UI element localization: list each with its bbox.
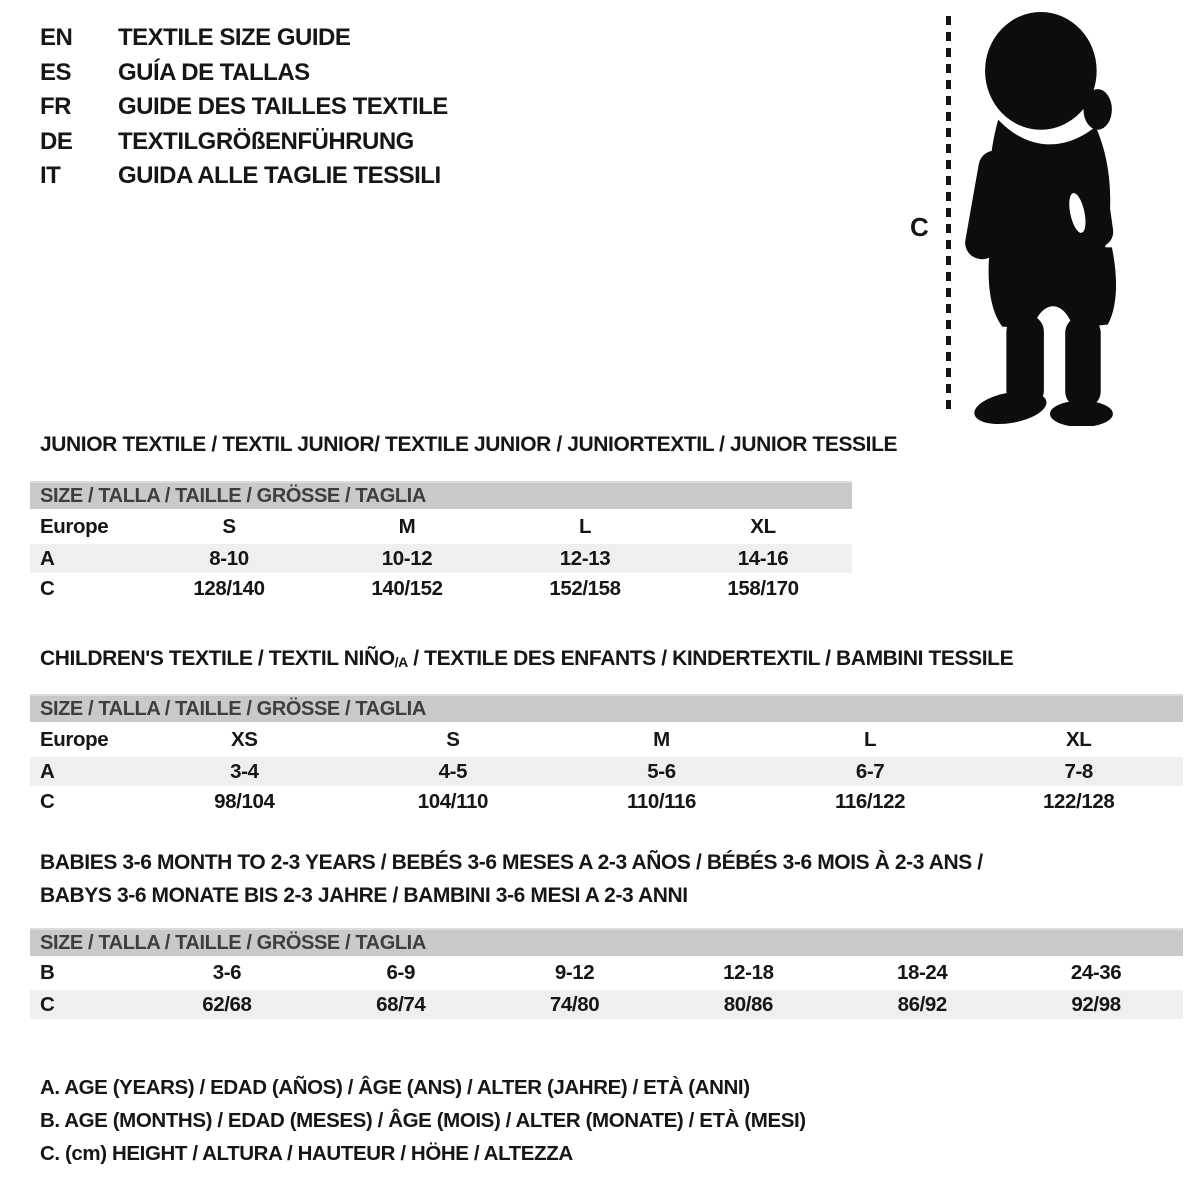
height-measure-dashed-line [946,16,951,416]
section-title-babies [40,847,983,912]
legend-line-c: C. (cm) HEIGHT / ALTURA / HAUTEUR / HÖHE / ALTEZZA [40,1142,573,1165]
language-code: DE [40,127,73,155]
size-cell: S [446,727,460,751]
height-cell: 92/98 [1071,992,1121,1016]
size-cell: XS [231,727,258,751]
age-cell: 12-18 [723,961,774,984]
language-row-es [40,56,448,91]
language-row-de [40,125,448,160]
age-cell: 3-6 [212,961,242,984]
table-row-age-months [30,956,1183,990]
section-title-childrens [40,643,1013,679]
section-title-junior: JUNIOR TEXTILE / TEXTIL JUNIOR/ TEXTILE JUNIOR / JUNIORTEXTIL / JUNIOR TESSILE [40,433,898,456]
size-cell: L [864,727,877,751]
size-header-bar: SIZE / TALLA / TAILLE / GRÖSSE / TAGLIA [30,481,852,509]
table-row-europe [30,509,852,544]
height-cell: 68/74 [376,992,426,1016]
height-cell: 116/122 [834,790,906,813]
junior-size-table [30,481,852,605]
table-row-height [30,786,1183,818]
language-row-en [40,21,448,56]
size-header-bar: SIZE / TALLA / TAILLE / GRÖSSE / TAGLIA [30,928,1183,956]
language-code: EN [40,24,73,51]
language-label: GUIDA ALLE TAGLIE TESSILI [118,162,441,189]
row-label: Europe [40,727,109,751]
age-cell: 4-5 [438,759,468,783]
legend-line-b: B. AGE (MONTHS) / EDAD (MESES) / ÂGE (MOIS) / ALTER (MONATE) / ETÀ (MESI) [40,1109,806,1132]
title-part: / TEXTILE DES ENFANTS / KINDERTEXTIL / BAMBINI TESSILE [407,647,1014,670]
height-cell: 104/110 [417,790,488,813]
table-row-height [30,990,1183,1019]
age-cell: 10-12 [381,546,433,570]
row-label: C [40,790,55,813]
childrens-size-table [30,694,1183,818]
size-cell: S [222,514,236,538]
height-cell: 110/116 [626,790,696,813]
language-row-it [40,159,448,194]
age-cell: 24-36 [1070,961,1122,984]
table-row-age [30,757,1183,786]
height-cell: 158/170 [727,577,799,600]
height-cell: 140/152 [371,577,443,600]
row-label: B [40,961,55,984]
language-label: TEXTILGRÖßENFÜHRUNG [118,127,414,155]
age-cell: 7-8 [1064,759,1093,783]
babies-title-line2: BABYS 3-6 MONATE BIS 2-3 JAHRE / BAMBINI 3-6 MESI A 2-3 ANNI [40,883,688,907]
size-cell: L [578,514,592,538]
age-cell: 5-6 [647,759,676,783]
table-row-europe [30,722,1183,757]
table-row-age [30,544,852,573]
height-cell: 128/140 [193,577,265,600]
height-cell: 152/158 [549,577,621,600]
height-cell: 74/80 [549,992,600,1016]
age-cell: 6-9 [386,961,415,984]
height-measure-label: C [910,212,929,242]
height-cell: 86/92 [897,992,947,1016]
age-cell: 18-24 [897,961,948,984]
measurement-legend [40,1071,806,1170]
size-header-bar: SIZE / TALLA / TAILLE / GRÖSSE / TAGLIA [30,694,1183,722]
size-cell: M [653,727,670,751]
language-code: ES [40,58,72,86]
table-row-height [30,573,852,605]
row-label: Europe [40,514,109,538]
babies-title-line1: BABIES 3-6 MONTH TO 2-3 YEARS / BEBÉS 3-6 MESES A 2-3 AÑOS / BÉBÉS 3-6 MOIS À 2-3 ANS / [40,851,983,874]
language-code: IT [40,162,61,189]
age-cell: 9-12 [554,961,595,984]
age-cell: 14-16 [737,546,789,570]
language-label: TEXTILE SIZE GUIDE [118,24,351,51]
height-cell: 62/68 [202,992,252,1016]
language-title-list [40,21,448,194]
age-cell: 6-7 [855,759,885,783]
height-cell: 122/128 [1043,790,1115,813]
age-cell: 3-4 [230,759,259,783]
language-label: GUIDE DES TAILLES TEXTILE [118,93,448,120]
language-label: GUÍA DE TALLAS [118,58,310,86]
height-cell: 80/86 [723,992,774,1016]
row-label: C [40,577,55,600]
age-cell: 12-13 [559,546,611,570]
title-part-sub: /A [394,654,408,670]
legend-line-a: A. AGE (YEARS) / EDAD (AÑOS) / ÂGE (ANS) / ALTER (JAHRE) / ETÀ (ANNI) [40,1076,750,1099]
babies-size-table [30,928,1183,1019]
language-code: FR [40,93,71,120]
size-cell: XL [750,514,776,538]
row-label: A [40,759,55,783]
toddler-silhouette-icon [956,10,1146,426]
age-cell: 8-10 [209,546,249,570]
row-label: A [40,546,55,570]
language-row-fr [40,90,448,125]
size-cell: M [398,514,416,538]
title-part: CHILDREN'S TEXTILE / TEXTIL NIÑO [40,647,395,670]
height-cell: 98/104 [214,790,275,813]
row-label: C [40,992,55,1016]
size-cell: XL [1065,727,1092,751]
